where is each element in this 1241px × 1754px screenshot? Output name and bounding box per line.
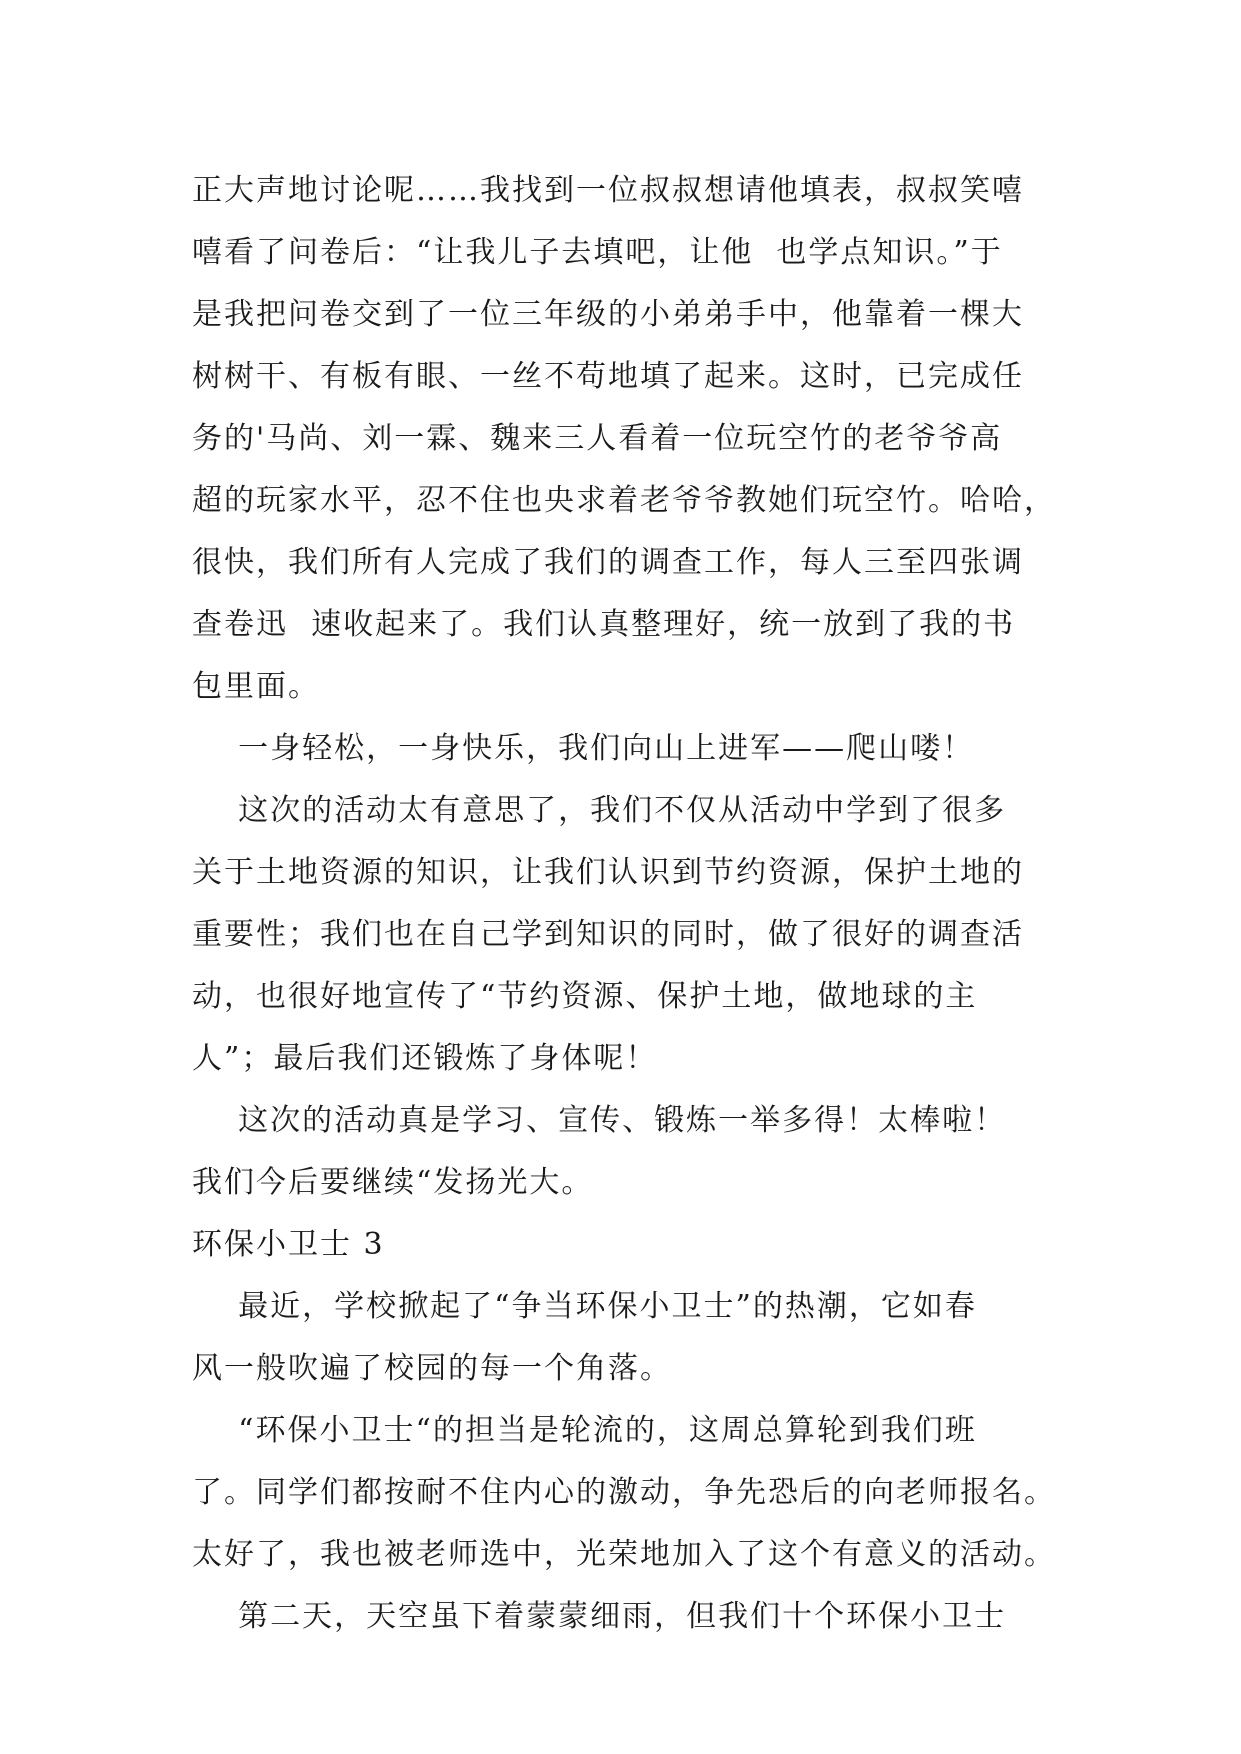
text-line: 树树干、有板有眼、一丝不苟地填了起来。这时，已完成任 [192, 359, 1024, 394]
text-line: 正大声地讨论呢……我找到一位叔叔想请他填表，叔叔笑嘻 [192, 173, 1024, 208]
text-line: 超的玩家水平，忍不住也央求着老爷爷教她们玩空竹。哈哈， [192, 483, 1056, 518]
text-line: 查卷迅 速收起来了。我们认真整理好，统一放到了我的书 [192, 607, 1016, 642]
document-body [192, 160, 1056, 1648]
text-line: 很快，我们所有人完成了我们的调查工作，每人三至四张调 [192, 545, 1024, 580]
text-line: 动，也很好地宣传了“节约资源、保护土地，做地球的主 [192, 979, 978, 1014]
text-line: 这次的活动太有意思了，我们不仅从活动中学到了很多 [192, 793, 1007, 828]
text-line: 最近，学校掀起了“争当环保小卫士”的热潮，它如春 [192, 1289, 977, 1324]
section-heading: 环保小卫士 3 [192, 1227, 385, 1262]
text-line: 务的'马尚、刘一霖、魏来三人看着一位玩空竹的老爷爷高 [192, 421, 1003, 456]
text-line: 了。同学们都按耐不住内心的激动，争先恐后的向老师报名。 [192, 1475, 1056, 1510]
text-line: 嘻看了问卷后：“让我儿子去填吧，让他 也学点知识。”于 [192, 235, 1003, 270]
text-line: “环保小卫士“的担当是轮流的，这周总算轮到我们班 [192, 1413, 977, 1448]
text-line: 太好了，我也被老师选中，光荣地加入了这个有意义的活动。 [192, 1537, 1056, 1572]
text-line: 是我把问卷交到了一位三年级的小弟弟手中，他靠着一棵大 [192, 297, 1024, 332]
text-line: 我们今后要继续“发扬光大。 [192, 1165, 594, 1200]
text-line: 风一般吹遍了校园的每一个角落。 [192, 1351, 672, 1386]
text-line: 人”；最后我们还锻炼了身体呢！ [192, 1041, 658, 1076]
text-line: 这次的活动真是学习、宣传、锻炼一举多得！太棒啦！ [192, 1103, 1007, 1138]
text-line: 一身轻松，一身快乐，我们向山上进军——爬山喽！ [192, 731, 975, 766]
text-line: 第二天，天空虽下着蒙蒙细雨，但我们十个环保小卫士 [192, 1599, 1007, 1634]
text-line: 关于土地资源的知识，让我们认识到节约资源，保护土地的 [192, 855, 1024, 890]
text-line: 重要性；我们也在自己学到知识的同时，做了很好的调查活 [192, 917, 1024, 952]
text-line: 包里面。 [192, 669, 320, 704]
